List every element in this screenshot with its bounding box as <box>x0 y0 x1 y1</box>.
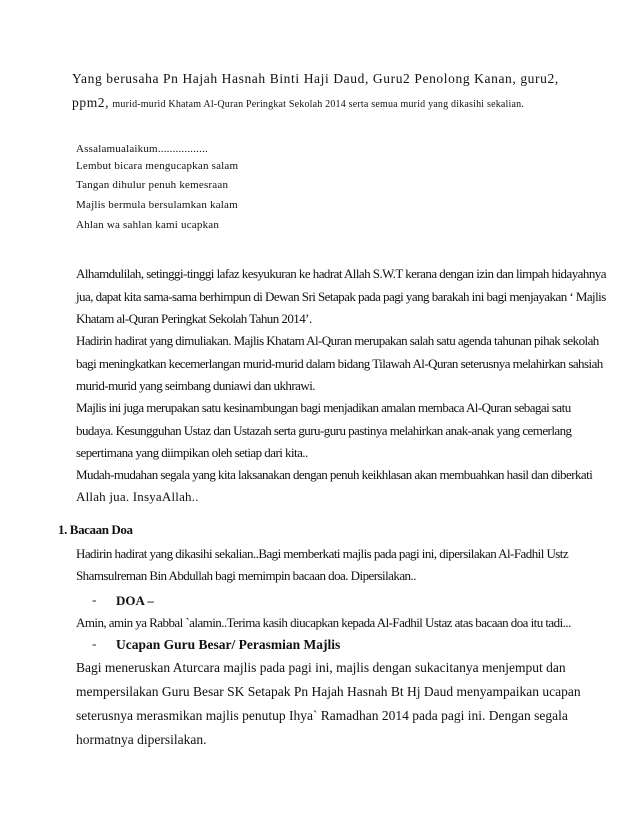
body-line: Hadirin hadirat yang dimuliakan. Majlis Khatam Al-Quran merupakan salah satu agenda tahunan pihak sekolah <box>76 333 599 348</box>
list-item-doa: DOA – <box>116 593 154 608</box>
body-line: murid-murid yang seimbang duniawi dan ukhrawi. <box>76 378 315 393</box>
pantun-line: Ahlan wa sahlan kami ucapkan <box>76 219 220 231</box>
body-line: Allah jua. InsyaAllah.. <box>76 489 199 504</box>
section-title: 1. Bacaan Doa <box>58 522 133 537</box>
paragraph-line: hormatnya dipersilakan. <box>76 732 207 747</box>
salutation-line-2-lead: ppm2, <box>72 95 110 110</box>
body-line: bagi meningkatkan kecemerlangan murid-murid dalam bidang Tilawah Al-Quran seterusnya melahirkan sahsiah <box>76 356 603 371</box>
list-dash: - <box>92 592 97 607</box>
section-line: Hadirin hadirat yang dikasihi sekalian..Bagi memberkati majlis pada pagi ini, dipersilakan Al-Fadhil Ustz <box>76 546 569 561</box>
body-line: Alhamdulilah, setinggi-tinggi lafaz kesyukuran ke hadrat Allah S.W.T kerana dengan izin dan limpah hidayahnya <box>76 266 606 281</box>
pantun-line: Lembut bicara mengucapkan salam <box>76 160 239 172</box>
body-line: Khatam al-Quran Peringkat Sekolah Tahun 2014’. <box>76 311 312 326</box>
list-dash: - <box>92 636 97 651</box>
section-line: Shamsulreman Bin Abdullah bagi memimpin bacaan doa. Dipersilakan.. <box>76 568 416 583</box>
salutation-line-1: Yang berusaha Pn Hajah Hasnah Binti Haji Daud, Guru2 Penolong Kanan, guru2, <box>72 71 559 86</box>
salutation-line-2-rest: murid-murid Khatam Al-Quran Peringkat Sekolah 2014 serta semua murid yang dikasihi sekalian. <box>112 99 525 110</box>
body-line: jua, dapat kita sama-sama berhimpun di Dewan Sri Setapak pada pagi yang barakah ini bagi menjayakan ‘ Majlis <box>76 289 606 304</box>
amin-line: Amin, amin ya Rabbal `alamin..Terima kasih diucapkan kepada Al-Fadhil Ustaz atas bacaan doa itu tadi... <box>76 615 571 630</box>
paragraph-line: seterusnya merasmikan majlis penutup Ihya` Ramadhan 2014 pada pagi ini. Dengan segala <box>76 708 568 723</box>
pantun-line: Majlis bermula bersulamkan kalam <box>76 199 238 211</box>
body-line: Mudah-mudahan segala yang kita laksanakan dengan penuh keikhlasan akan membuahkan hasil dan diberkati <box>76 467 593 482</box>
pantun-line: Tangan dihulur penuh kemesraan <box>76 179 229 191</box>
paragraph-line: Bagi meneruskan Aturcara majlis pada pagi ini, majlis dengan sukacitanya menjemput dan <box>76 660 566 675</box>
paragraph-line: mempersilakan Guru Besar SK Setapak Pn Hajah Hasnah Bt Hj Daud menyampaikan ucapan <box>76 684 581 699</box>
body-line: sepertimana yang diimpikan oleh setiap dari kita.. <box>76 445 308 460</box>
body-line: budaya. Kesungguhan Ustaz dan Ustazah serta guru-guru pastinya melahirkan anak-anak yang cemerlang <box>76 423 572 438</box>
salutation-line-2 <box>72 95 524 113</box>
list-item-ucapan: Ucapan Guru Besar/ Perasmian Majlis <box>116 637 341 652</box>
pantun-line: Assalamualaikum................. <box>76 143 208 155</box>
body-line: Majlis ini juga merupakan satu kesinambungan bagi menjadikan amalan membaca Al-Quran sebagai satu <box>76 400 571 415</box>
